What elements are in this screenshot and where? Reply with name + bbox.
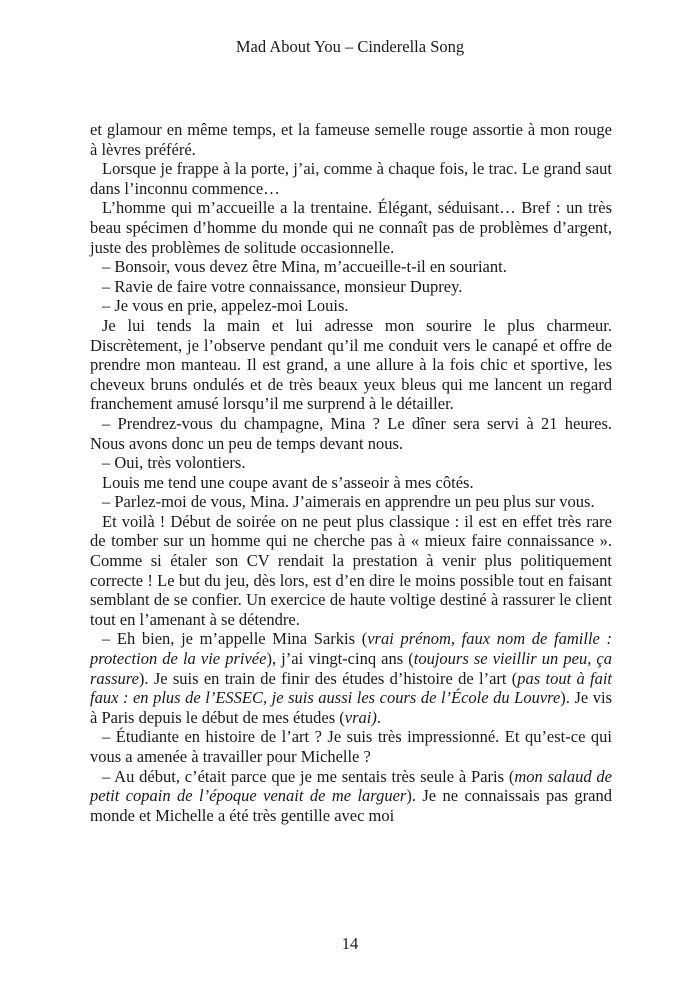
italic-aside: vrai prénom, faux nom de famille : protection de la vie privée: [90, 629, 613, 669]
paragraph: [90, 512, 612, 630]
paragraph: [90, 120, 612, 159]
text-run: – Je vous en prie, appelez-moi Louis.: [102, 296, 349, 316]
text-run: ). Je vis à Paris depuis le début de mes études (: [90, 688, 612, 727]
text-run: – Eh bien, je m’appelle Mina Sarkis (: [102, 629, 368, 649]
paragraph: [90, 257, 612, 277]
paragraph: [90, 159, 612, 198]
paragraph: [90, 296, 612, 316]
text-run: – Étudiante en histoire de l’art ? Je suis très impressionné. Et qu’est-ce qui vous a amenée à travailler pour Michelle ?: [90, 727, 612, 766]
italic-aside: vrai): [344, 707, 377, 727]
text-run: – Au début, c’était parce que je me sentais très seule à Paris (: [102, 766, 515, 786]
text-run: .: [376, 707, 381, 727]
text-run: – Bonsoir, vous devez être Mina, m’accueille-t-il en souriant.: [102, 257, 507, 277]
text-run: – Oui, très volontiers.: [102, 453, 246, 473]
italic-aside: toujours se vieillir un peu, ça rassure: [90, 649, 612, 688]
text-run: L’homme qui m’accueille a la trentaine. Élégant, séduisant… Bref : un très beau spécimen d’homme du monde qui ne connaît pas de problèmes d’argent, juste des problèmes de solitude occasionnelle.: [90, 198, 612, 257]
paragraph: [90, 414, 612, 453]
paragraph: [90, 198, 612, 257]
text-run: Et voilà ! Début de soirée on ne peut plus classique : il est en effet très rare de tomber sur un homme qui ne cherche pas à « mieux faire connaissance ». Comme si étaler son CV rendait la prestation à venir plus politiquement correcte ! Le but du jeu, dès lors, est d’en dire le moins possible tout en faisant semblant de se confier. Un exercice de haute voltige destiné à rassurer le client tout en l’amenant à se détendre.: [90, 511, 612, 629]
italic-aside: pas tout à fait faux : en plus de l’ESSEC, je suis aussi les cours de l’École du Louvre: [90, 668, 613, 708]
paragraph: [90, 629, 612, 727]
text-run: ). Je ne connaissais pas grand monde et Michelle a été très gentille avec moi: [90, 786, 612, 825]
text-run: Lorsque je frappe à la porte, j’ai, comme à chaque fois, le trac. Le grand saut dans l’inconnu commence…: [90, 159, 612, 198]
italic-aside: mon salaud de petit copain de l’époque venait de me larguer: [90, 766, 612, 806]
paragraph: [90, 767, 612, 826]
text-run: Je lui tends la main et lui adresse mon sourire le plus charmeur. Discrètement, je l’observe pendant qu’il me conduit vers le canapé et offre de prendre mon manteau. Il est grand, a une allure à la fois chic et sportive, les cheveux bruns ondulés et de très beaux yeux bleus qui me lancent un regard franchement amusé lorsqu’il me surprend à le détailler.: [90, 315, 612, 414]
text-run: Louis me tend une coupe avant de s’asseoir à mes côtés.: [102, 472, 474, 492]
page-number: 14: [341, 934, 359, 953]
paragraph: [90, 316, 612, 414]
text-run: ). Je suis en train de finir des études d’histoire de l’art (: [138, 668, 518, 688]
text-run: – Prendrez-vous du champagne, Mina ? Le dîner sera servi à 21 heures. Nous avons donc un peu de temps devant nous.: [90, 413, 612, 453]
running-header: Mad About You – Cinderella Song: [235, 37, 465, 56]
paragraph: [90, 473, 612, 493]
text-run: et glamour en même temps, et la fameuse semelle rouge assortie à mon rouge à lèvres préféré.: [90, 120, 612, 159]
text-run: – Parlez-moi de vous, Mina. J’aimerais en apprendre un peu plus sur vous.: [102, 492, 595, 512]
paragraph: [90, 727, 612, 766]
body-text: [90, 120, 612, 825]
paragraph: [90, 492, 612, 512]
text-run: ), j’ai vingt-cinq ans (: [266, 649, 414, 669]
paragraph: [90, 277, 612, 297]
text-run: – Ravie de faire votre connaissance, monsieur Duprey.: [102, 276, 463, 296]
paragraph: [90, 453, 612, 473]
